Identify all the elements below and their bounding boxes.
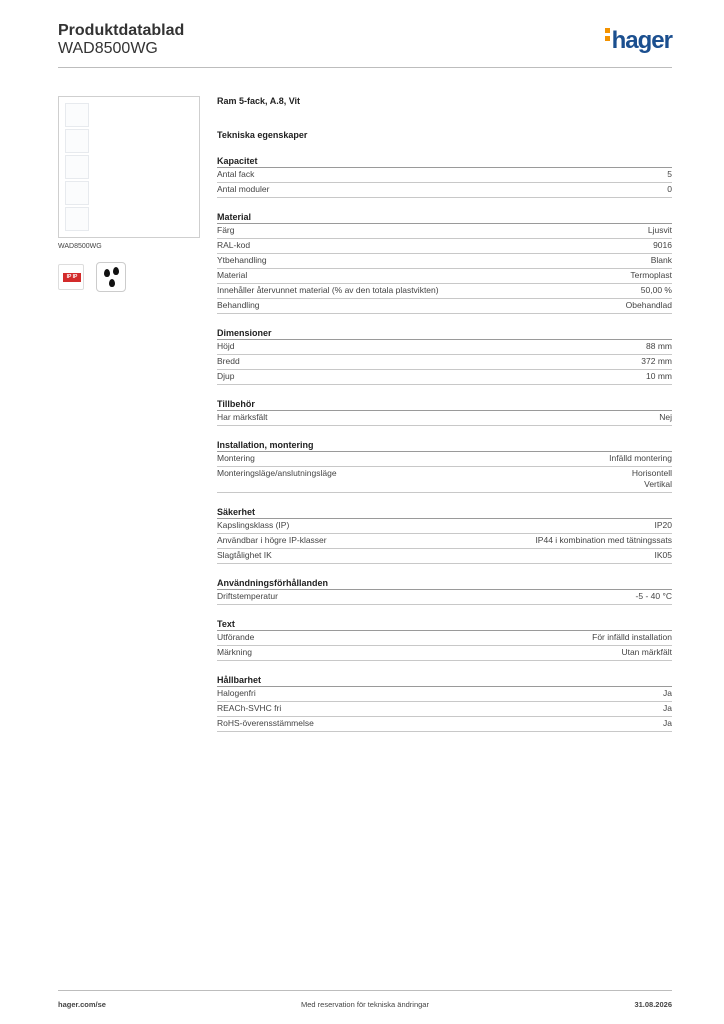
spec-label: Har märksfält bbox=[217, 412, 268, 422]
hager-logo bbox=[605, 28, 672, 54]
spec-row bbox=[217, 411, 672, 426]
spec-row bbox=[217, 224, 672, 239]
spec-value: Ja bbox=[663, 718, 672, 728]
section-title: Kapacitet bbox=[217, 155, 672, 168]
spec-value: 88 mm bbox=[646, 341, 672, 351]
spec-row bbox=[217, 590, 672, 605]
spec-value: Utan märkfält bbox=[621, 647, 672, 657]
spec-value: Ja bbox=[663, 688, 672, 698]
spec-label: Material bbox=[217, 270, 248, 280]
spec-value: För infälld installation bbox=[592, 632, 672, 642]
ip-rating-icon bbox=[58, 264, 84, 290]
spec-section bbox=[217, 211, 672, 314]
spec-section bbox=[217, 327, 672, 385]
spec-label: Djup bbox=[217, 371, 235, 381]
spec-content bbox=[217, 94, 672, 732]
section-title: Material bbox=[217, 211, 672, 224]
footer-disclaimer: Med reservation för tekniska ändringar bbox=[301, 1000, 429, 1009]
section-title: Installation, montering bbox=[217, 439, 672, 452]
spec-value: 10 mm bbox=[646, 371, 672, 381]
spec-row bbox=[217, 355, 672, 370]
spec-value: 5 bbox=[667, 169, 672, 179]
spec-row bbox=[217, 269, 672, 284]
water-drops-icon bbox=[96, 262, 126, 292]
spec-label: Halogenfri bbox=[217, 688, 256, 698]
spec-label: Utförande bbox=[217, 632, 255, 642]
section-title: Tillbehör bbox=[217, 398, 672, 411]
frame-cell bbox=[65, 103, 89, 127]
document-title: Produktdatablad bbox=[58, 22, 185, 39]
tech-heading: Tekniska egenskaper bbox=[217, 130, 308, 140]
spec-section bbox=[217, 577, 672, 605]
spec-row bbox=[217, 646, 672, 661]
spec-row bbox=[217, 168, 672, 183]
spec-value: IP20 bbox=[654, 520, 672, 530]
spec-label: Montering bbox=[217, 453, 255, 463]
spec-value: Obehandlad bbox=[625, 300, 672, 310]
spec-value: Termoplast bbox=[630, 270, 672, 280]
spec-value: IK05 bbox=[654, 550, 672, 560]
spec-value: -5 - 40 °C bbox=[635, 591, 672, 601]
spec-section bbox=[217, 155, 672, 198]
page-header bbox=[58, 22, 672, 68]
spec-section bbox=[217, 506, 672, 564]
spec-row bbox=[217, 702, 672, 717]
logo-text: hager bbox=[611, 27, 672, 54]
spec-label: Slagtålighet IK bbox=[217, 550, 272, 560]
spec-value: Blank bbox=[650, 255, 672, 265]
spec-row bbox=[217, 631, 672, 646]
spec-value: Ljusvit bbox=[647, 225, 672, 235]
spec-row bbox=[217, 370, 672, 385]
spec-value: 50,00 % bbox=[640, 285, 672, 295]
logo-dots-icon bbox=[605, 28, 610, 44]
spec-label: Antal moduler bbox=[217, 184, 270, 194]
spec-label: Innehåller återvunnet material (% av den totala plastvikten) bbox=[217, 285, 439, 295]
spec-label: RAL-kod bbox=[217, 240, 251, 250]
document-subtitle: WAD8500WG bbox=[58, 40, 158, 57]
spec-row bbox=[217, 239, 672, 254]
spec-label: Kapslingsklass (IP) bbox=[217, 520, 290, 530]
spec-value: Ja bbox=[663, 703, 672, 713]
spec-row bbox=[217, 467, 672, 493]
spec-value: 0 bbox=[667, 184, 672, 194]
frame-cell bbox=[65, 207, 89, 231]
spec-row bbox=[217, 340, 672, 355]
spec-label: Märkning bbox=[217, 647, 252, 657]
spec-label: Färg bbox=[217, 225, 235, 235]
spec-section bbox=[217, 439, 672, 493]
spec-value: Nej bbox=[659, 412, 672, 422]
spec-section bbox=[217, 674, 672, 732]
section-title: Text bbox=[217, 618, 672, 631]
spec-section bbox=[217, 618, 672, 661]
product-image bbox=[58, 96, 200, 238]
product-name: Ram 5-fack, A.8, Vit bbox=[217, 96, 301, 106]
page-footer bbox=[58, 990, 672, 1014]
section-title: Användningsförhållanden bbox=[217, 577, 672, 590]
spec-label: Driftstemperatur bbox=[217, 591, 278, 601]
spec-row bbox=[217, 299, 672, 314]
spec-value: 372 mm bbox=[641, 356, 672, 366]
spec-value: Infälld montering bbox=[609, 453, 672, 463]
spec-row bbox=[217, 687, 672, 702]
spec-label: Antal fack bbox=[217, 169, 255, 179]
section-title: Hållbarhet bbox=[217, 674, 672, 687]
spec-row bbox=[217, 717, 672, 732]
spec-label: Monteringsläge/anslutningsläge bbox=[217, 468, 337, 478]
spec-label: Höjd bbox=[217, 341, 235, 351]
spec-row bbox=[217, 534, 672, 549]
spec-row bbox=[217, 519, 672, 534]
spec-value: 9016 bbox=[653, 240, 672, 250]
frame-cell bbox=[65, 129, 89, 153]
footer-date: 31.08.2026 bbox=[634, 1000, 672, 1009]
spec-label: Bredd bbox=[217, 356, 240, 366]
spec-label: RoHS-överensstämmelse bbox=[217, 718, 314, 728]
spec-label: Ytbehandling bbox=[217, 255, 267, 265]
frame-cell bbox=[65, 181, 89, 205]
frame-illustration bbox=[65, 103, 89, 231]
spec-row bbox=[217, 254, 672, 269]
spec-row bbox=[217, 452, 672, 467]
footer-website: hager.com/se bbox=[58, 1000, 106, 1009]
spec-row bbox=[217, 284, 672, 299]
spec-sections bbox=[217, 155, 672, 732]
spec-label: REACh-SVHC fri bbox=[217, 703, 282, 713]
spec-label: Behandling bbox=[217, 300, 260, 310]
spec-section bbox=[217, 398, 672, 426]
spec-value: IP44 i kombination med tätningssats bbox=[535, 535, 672, 545]
spec-row bbox=[217, 549, 672, 564]
section-title: Säkerhet bbox=[217, 506, 672, 519]
frame-cell bbox=[65, 155, 89, 179]
section-title: Dimensioner bbox=[217, 327, 672, 340]
spec-row bbox=[217, 183, 672, 198]
image-caption: WAD8500WG bbox=[58, 243, 102, 250]
spec-label: Användbar i högre IP-klasser bbox=[217, 535, 327, 545]
spec-value: Horisontell Vertikal bbox=[631, 468, 672, 489]
ip-badge-text: IP IP bbox=[63, 273, 81, 282]
